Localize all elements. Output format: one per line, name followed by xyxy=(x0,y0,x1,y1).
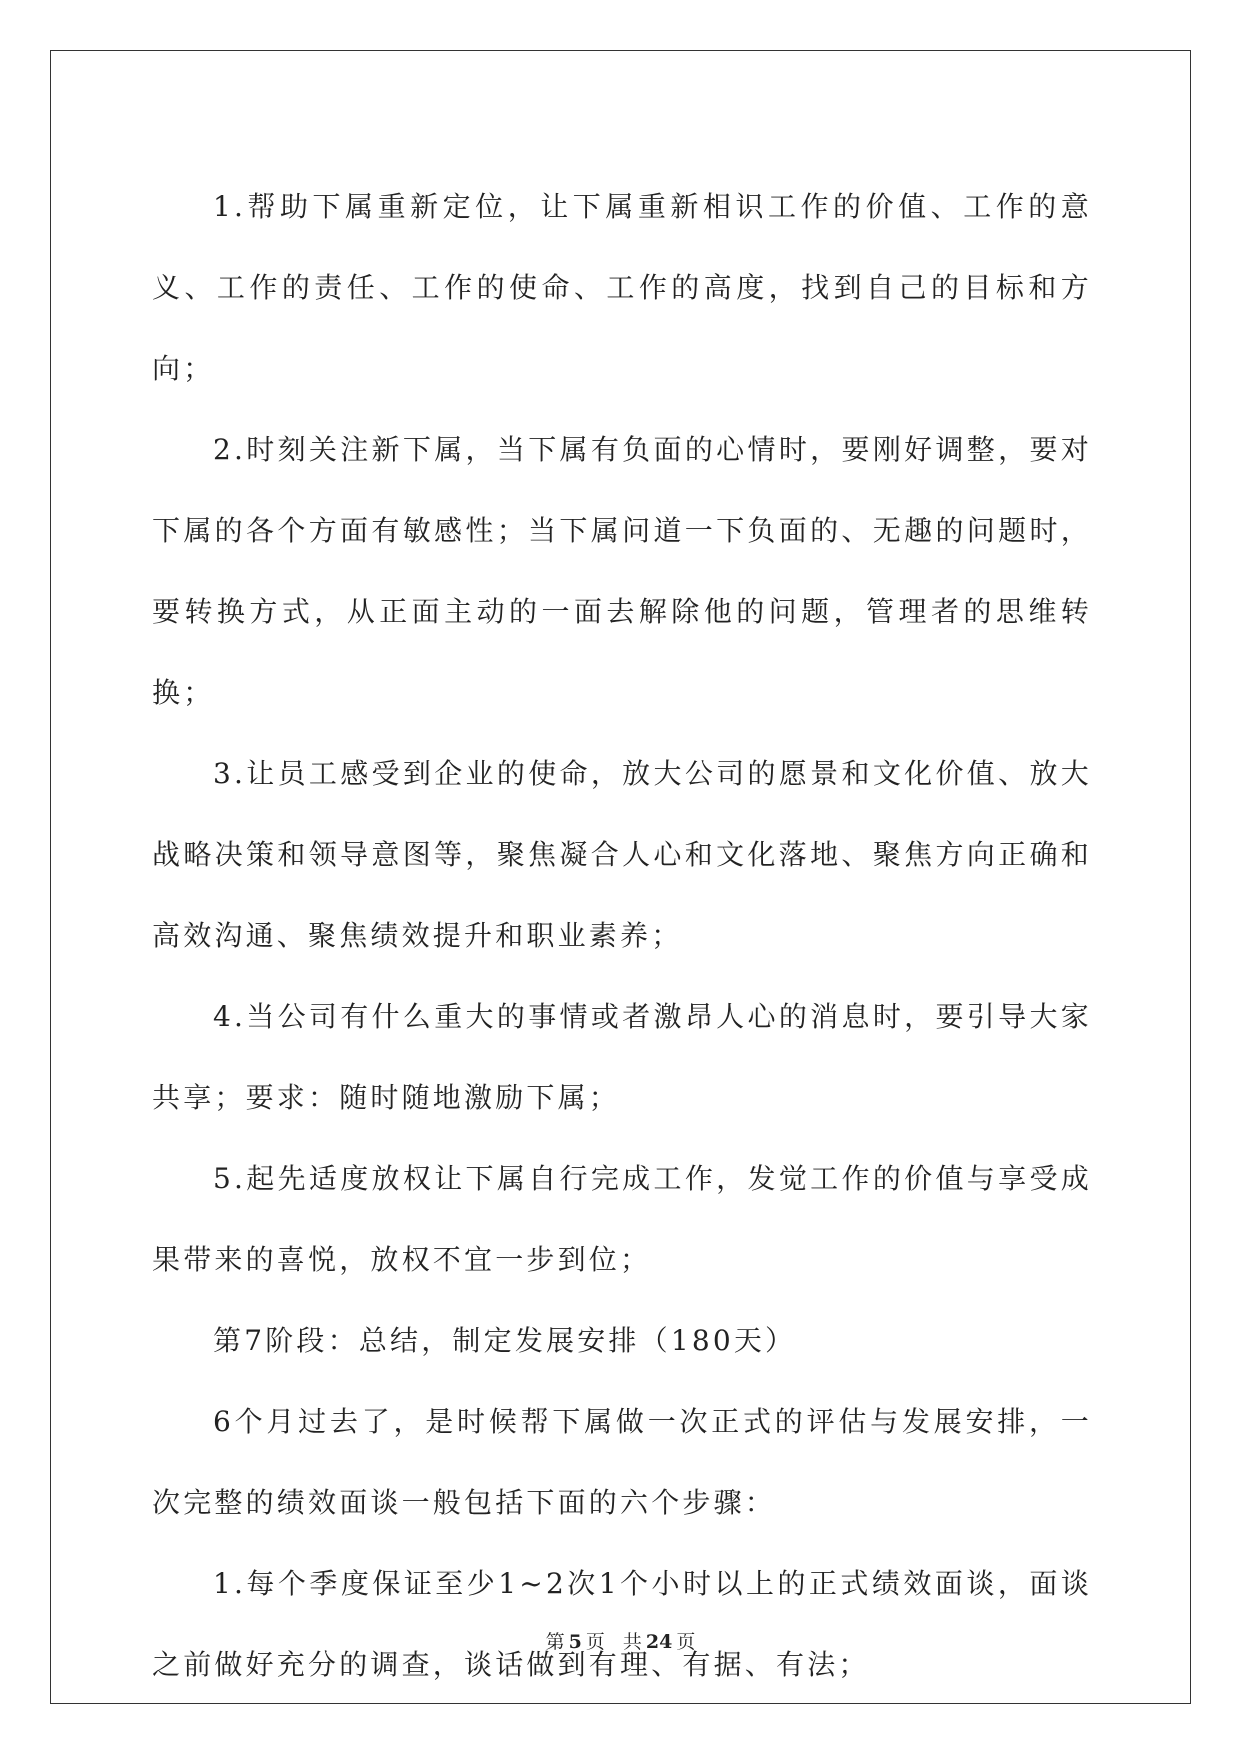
paragraph: 4.当公司有什么重大的事情或者激昂人心的消息时，要引导大家共享；要求：随时随地激励下属； xyxy=(152,1000,1092,1114)
page-footer xyxy=(0,1630,1241,1654)
total-pages-number: 24 xyxy=(645,1631,673,1653)
document-body xyxy=(152,166,1092,1705)
paragraph: 2.时刻关注新下属，当下属有负面的心情时，要刚好调整，要对下属的各个方面有敏感性；当下属问道一下负面的、无趣的问题时，要转换方式，从正面主动的一面去解除他的问题，管理者的思维转换； xyxy=(152,433,1092,709)
paragraph: 5.起先适度放权让下属自行完成工作，发觉工作的价值与享受成果带来的喜悦，放权不宜一步到位； xyxy=(152,1162,1092,1276)
footer-total-unit: 页 xyxy=(676,1631,696,1653)
paragraph: 3.让员工感受到企业的使命，放大公司的愿景和文化价值、放大战略决策和领导意图等，聚焦凝合人心和文化落地、聚焦方向正确和高效沟通、聚焦绩效提升和职业素养； xyxy=(152,757,1092,952)
footer-prefix: 第 xyxy=(545,1631,565,1653)
paragraph: 6个月过去了，是时候帮下属做一次正式的评估与发展安排，一次完整的绩效面谈一般包括下面的六个步骤： xyxy=(152,1405,1092,1519)
footer-page-unit: 页 xyxy=(585,1631,605,1653)
paragraph: 1.每个季度保证至少1~2次1个小时以上的正式绩效面谈，面谈之前做好充分的调查，谈话做到有理、有据、有法； xyxy=(152,1567,1092,1681)
paragraph: 1.帮助下属重新定位，让下属重新相识工作的价值、工作的意义、工作的责任、工作的使命、工作的高度，找到自己的目标和方向； xyxy=(152,190,1092,385)
section-heading: 第7阶段：总结，制定发展安排（180天） xyxy=(213,1324,797,1357)
footer-total-prefix: 共 xyxy=(622,1631,642,1653)
current-page-number: 5 xyxy=(568,1631,582,1653)
